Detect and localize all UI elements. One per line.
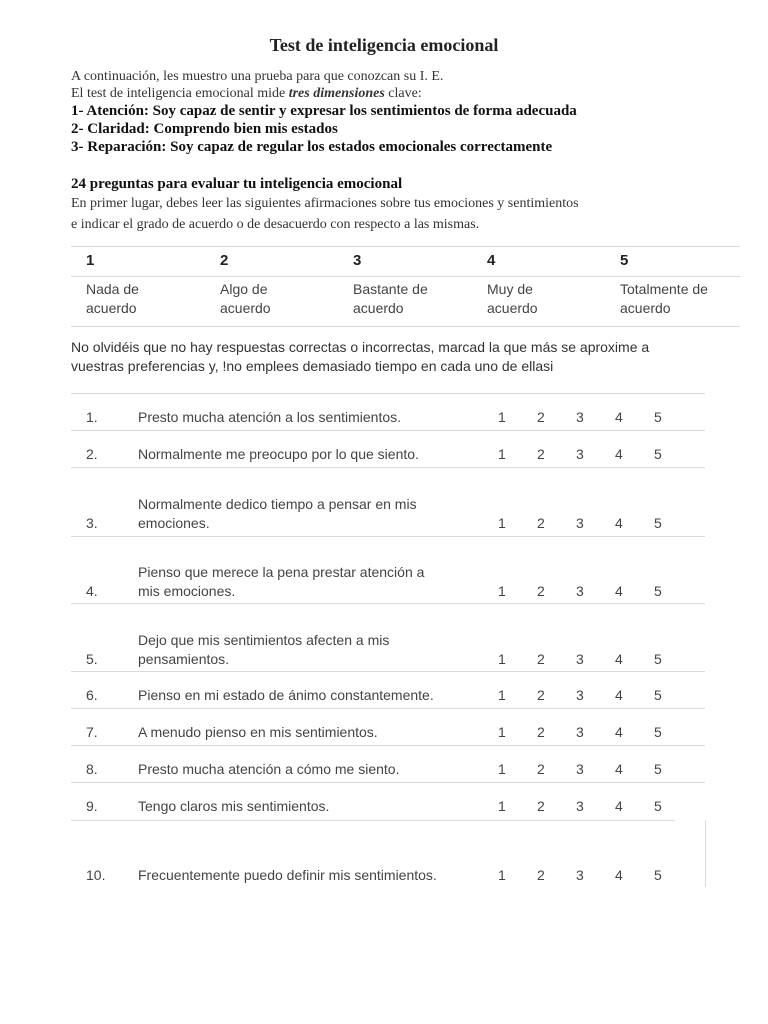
rating-option-1[interactable]: 1 xyxy=(498,583,506,599)
intro-line-1: A continuación, les muestro una prueba para que conozcan su I. E. xyxy=(71,69,444,84)
question-number: 1. xyxy=(86,409,98,425)
rating-option-5[interactable]: 5 xyxy=(654,687,662,703)
scale-desc-1 xyxy=(86,280,139,318)
intro-line-2 xyxy=(71,85,711,102)
dimension-3: 3- Reparación: Soy capaz de regular los estados emocionales correctamente xyxy=(71,139,553,155)
rating-option-5[interactable]: 5 xyxy=(654,446,662,462)
scale-desc-3 xyxy=(353,280,428,318)
question-text xyxy=(138,408,478,427)
rating-option-1[interactable]: 1 xyxy=(498,409,506,425)
page-title: Test de inteligencia emocional xyxy=(269,35,499,55)
dimension-1: 1- Atención: Soy capaz de sentir y expresar los sentimientos de forma adecuada xyxy=(71,103,577,119)
section-line-2: e indicar el grado de acuerdo o de desacuerdo con respecto a las mismas. xyxy=(71,217,480,232)
scale-num-3: 3 xyxy=(353,252,362,269)
question-number: 4. xyxy=(86,583,98,599)
rating-option-4[interactable]: 4 xyxy=(615,724,623,740)
rating-option-4[interactable]: 4 xyxy=(615,687,623,703)
scale-num-4: 4 xyxy=(487,252,496,269)
scale-num-2: 2 xyxy=(220,252,229,269)
question-text xyxy=(138,866,478,885)
scale-header-row xyxy=(71,250,740,277)
question-row-2 xyxy=(71,430,705,468)
question-text-line: Tengo claros mis sentimientos. xyxy=(138,798,330,814)
rating-option-3[interactable]: 3 xyxy=(576,867,584,883)
scale-desc-5 xyxy=(620,280,708,318)
scale-desc-1-line-2: acuerdo xyxy=(86,300,137,316)
question-text xyxy=(138,495,478,533)
rating-option-3[interactable]: 3 xyxy=(576,798,584,814)
question-text-line: pensamientos. xyxy=(138,651,230,667)
rating-option-1[interactable]: 1 xyxy=(498,761,506,777)
table-side-border xyxy=(705,820,706,887)
scale-desc-3-line-1: Bastante de xyxy=(353,281,428,297)
rating-option-4[interactable]: 4 xyxy=(615,798,623,814)
section-line-1: En primer lugar, debes leer las siguientes afirmaciones sobre tus emociones y sentimientos xyxy=(71,196,579,211)
rating-option-1[interactable]: 1 xyxy=(498,515,506,531)
rating-option-3[interactable]: 3 xyxy=(576,761,584,777)
rating-option-1[interactable]: 1 xyxy=(498,651,506,667)
rating-option-3[interactable]: 3 xyxy=(576,724,584,740)
rating-option-3[interactable]: 3 xyxy=(576,446,584,462)
rating-option-4[interactable]: 4 xyxy=(615,761,623,777)
rating-option-4[interactable]: 4 xyxy=(615,867,623,883)
question-text-line: Frecuentemente puedo definir mis sentimientos. xyxy=(138,867,437,883)
note-line-2: vuestras preferencias y, !no emplees demasiado tiempo en cada uno de ellasi xyxy=(71,358,554,374)
question-number: 7. xyxy=(86,724,98,740)
question-number: 10. xyxy=(86,867,106,883)
scale-desc-3-line-2: acuerdo xyxy=(353,300,404,316)
question-text xyxy=(138,797,478,816)
question-text xyxy=(138,723,478,742)
instructions-note xyxy=(71,338,711,376)
question-text xyxy=(138,760,478,779)
question-number: 6. xyxy=(86,687,98,703)
question-text-line: Dejo que mis sentimientos afecten a mis xyxy=(138,632,390,648)
question-row-9 xyxy=(71,782,675,821)
scale-desc-5-line-2: acuerdo xyxy=(620,300,671,316)
rating-option-2[interactable]: 2 xyxy=(537,761,545,777)
question-text-line: Pienso en mi estado de ánimo constantemente. xyxy=(138,687,434,703)
rating-option-5[interactable]: 5 xyxy=(654,409,662,425)
scale-num-1: 1 xyxy=(86,252,95,269)
rating-option-4[interactable]: 4 xyxy=(615,651,623,667)
question-text xyxy=(138,445,478,464)
scale-num-5: 5 xyxy=(620,252,629,269)
scale-desc-1-line-1: Nada de xyxy=(86,281,139,297)
question-text xyxy=(138,631,478,669)
question-number: 3. xyxy=(86,515,98,531)
scale-desc-2-line-2: acuerdo xyxy=(220,300,271,316)
question-row-3 xyxy=(71,467,705,537)
rating-option-2[interactable]: 2 xyxy=(537,515,545,531)
scale-desc-5-line-1: Totalmente de xyxy=(620,281,708,297)
rating-option-2[interactable]: 2 xyxy=(537,687,545,703)
question-number: 2. xyxy=(86,446,98,462)
intro-block xyxy=(71,68,711,156)
rating-option-3[interactable]: 3 xyxy=(576,515,584,531)
note-line-1: No olvidéis que no hay respuestas correctas o incorrectas, marcad la que más se aproxime a xyxy=(71,339,650,355)
question-row-6 xyxy=(71,671,705,709)
question-row-5 xyxy=(71,603,705,672)
rating-option-5[interactable]: 5 xyxy=(654,583,662,599)
rating-option-4[interactable]: 4 xyxy=(615,583,623,599)
rating-option-5[interactable]: 5 xyxy=(654,798,662,814)
rating-option-2[interactable]: 2 xyxy=(537,446,545,462)
rating-option-3[interactable]: 3 xyxy=(576,687,584,703)
rating-option-4[interactable]: 4 xyxy=(615,515,623,531)
rating-option-2[interactable]: 2 xyxy=(537,651,545,667)
question-row-7 xyxy=(71,708,705,746)
question-row-4 xyxy=(71,536,705,604)
question-text xyxy=(138,563,478,601)
rating-option-1[interactable]: 1 xyxy=(498,798,506,814)
rating-option-4[interactable]: 4 xyxy=(615,409,623,425)
rating-option-2[interactable]: 2 xyxy=(537,724,545,740)
scale-desc-4-line-2: acuerdo xyxy=(487,300,538,316)
rating-option-1[interactable]: 1 xyxy=(498,867,506,883)
question-text-line: A menudo pienso en mis sentimientos. xyxy=(138,724,378,740)
question-text-line: Pienso que merece la pena prestar atención a xyxy=(138,564,425,580)
scale-legend-table xyxy=(71,246,740,327)
rating-option-3[interactable]: 3 xyxy=(576,409,584,425)
scale-desc-4 xyxy=(487,280,538,318)
rating-option-5[interactable]: 5 xyxy=(654,761,662,777)
question-row-10 xyxy=(71,820,705,887)
rating-option-3[interactable]: 3 xyxy=(576,583,584,599)
rating-option-1[interactable]: 1 xyxy=(498,724,506,740)
rating-option-2[interactable]: 2 xyxy=(537,867,545,883)
rating-option-1[interactable]: 1 xyxy=(498,687,506,703)
intro-emphasis: tres dimensiones xyxy=(288,86,385,101)
rating-option-5[interactable]: 5 xyxy=(654,724,662,740)
section-intro xyxy=(71,175,711,235)
rating-option-3[interactable]: 3 xyxy=(576,651,584,667)
intro-line-2-start: El test de inteligencia emocional mide xyxy=(71,86,289,101)
scale-desc-2 xyxy=(220,280,271,318)
rating-option-5[interactable]: 5 xyxy=(654,651,662,667)
rating-option-5[interactable]: 5 xyxy=(654,867,662,883)
question-text-line: Normalmente dedico tiempo a pensar en mis xyxy=(138,496,417,512)
rating-option-2[interactable]: 2 xyxy=(537,409,545,425)
rating-option-1[interactable]: 1 xyxy=(498,446,506,462)
question-row-8 xyxy=(71,745,705,783)
rating-option-5[interactable]: 5 xyxy=(654,515,662,531)
question-text-line: mis emociones. xyxy=(138,583,236,599)
question-text xyxy=(138,686,478,705)
question-number: 8. xyxy=(86,761,98,777)
question-row-1 xyxy=(71,393,705,431)
question-number: 9. xyxy=(86,798,98,814)
question-number: 5. xyxy=(86,651,98,667)
question-text-line: Presto mucha atención a cómo me siento. xyxy=(138,761,400,777)
rating-option-2[interactable]: 2 xyxy=(537,583,545,599)
question-text-line: Presto mucha atención a los sentimientos. xyxy=(138,409,402,425)
question-text-line: Normalmente me preocupo por lo que siento. xyxy=(138,446,419,462)
scale-desc-4-line-1: Muy de xyxy=(487,281,533,297)
rating-option-4[interactable]: 4 xyxy=(615,446,623,462)
intro-line-2-end: clave: xyxy=(384,86,422,101)
question-text-line: emociones. xyxy=(138,515,210,531)
section-heading: 24 preguntas para evaluar tu inteligencia emocional xyxy=(71,176,403,192)
rating-option-2[interactable]: 2 xyxy=(537,798,545,814)
scale-desc-2-line-1: Algo de xyxy=(220,281,268,297)
dimension-2: 2- Claridad: Comprendo bien mis estados xyxy=(71,121,338,137)
